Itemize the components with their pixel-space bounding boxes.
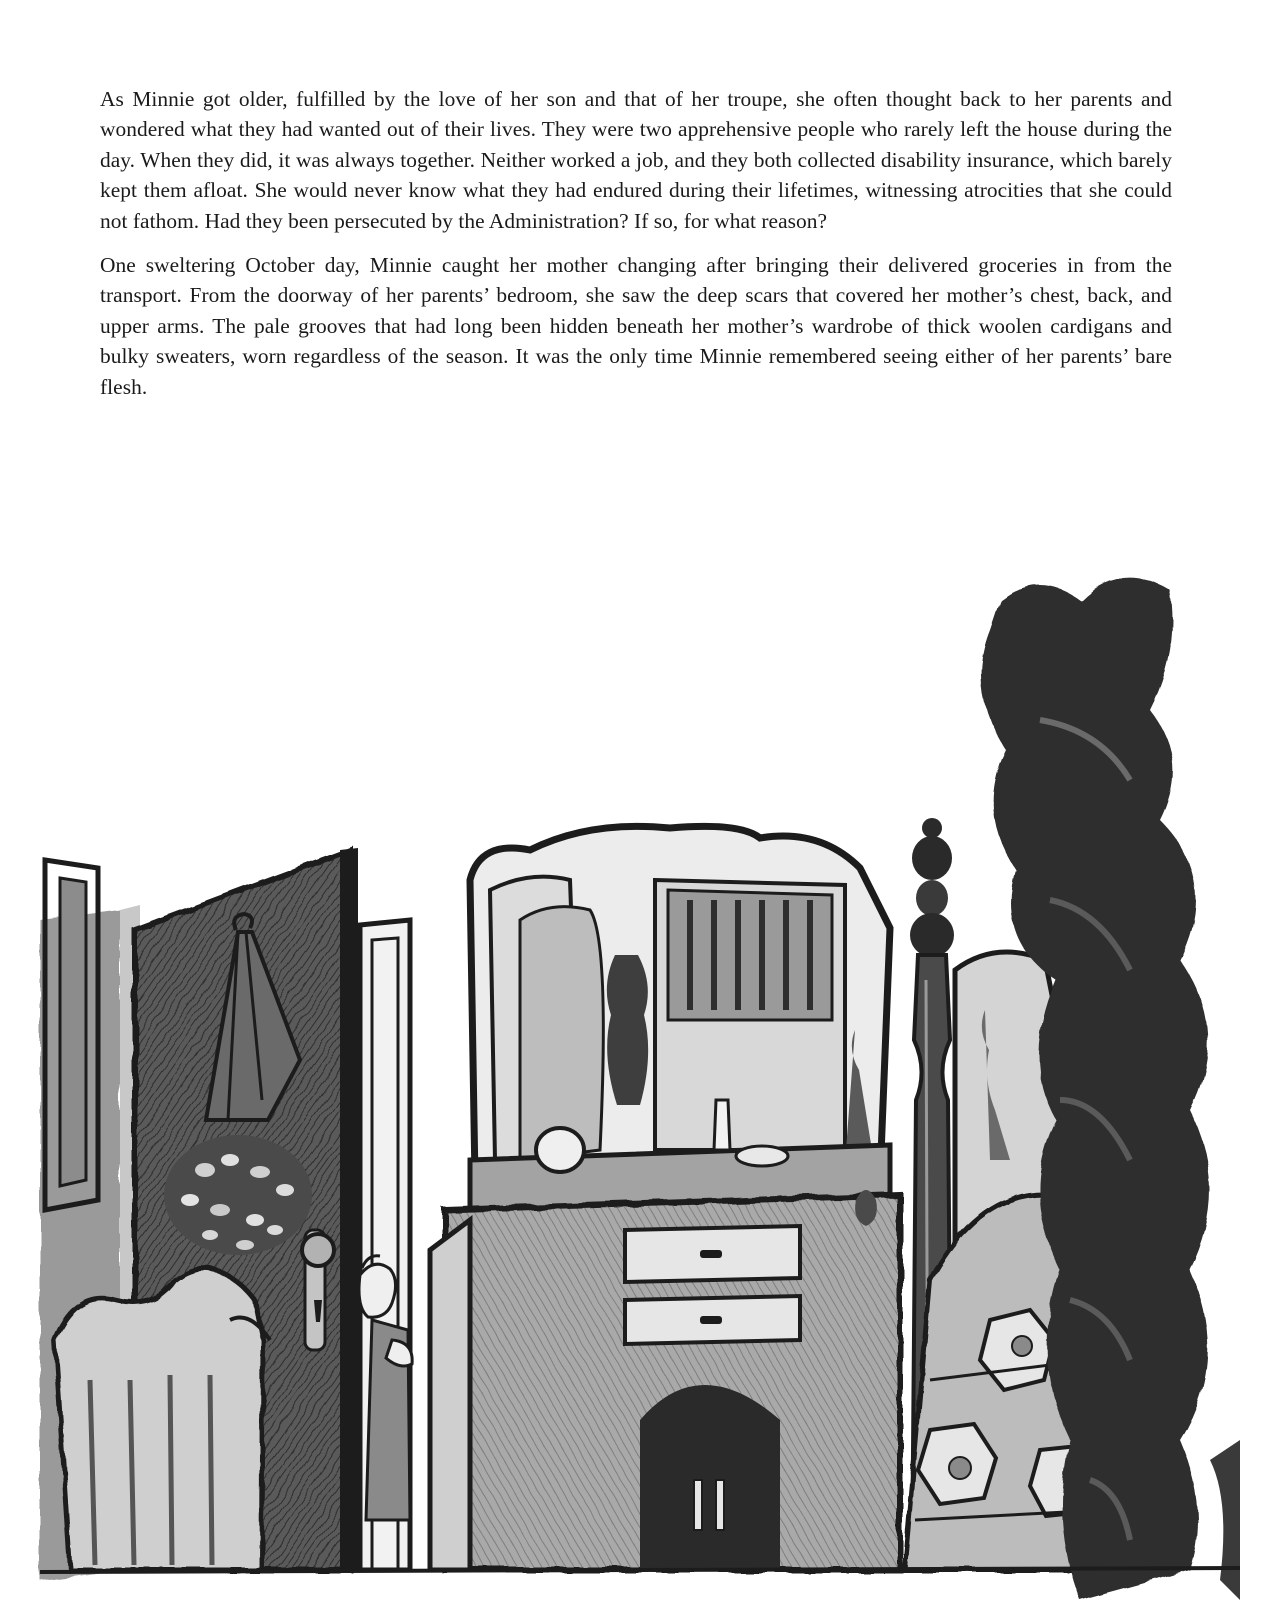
wreath [164, 1135, 312, 1255]
vanity-mirror [470, 826, 890, 1180]
laundry-basket [55, 1269, 270, 1570]
paragraph-2: One sweltering October day, Minnie caught her mother changing after bringing their delivered groceries in from the transport. From the doorway of her parents’ bedroom, she saw the deep scars that covered her mother’s chest, back, and upper arms. The pale grooves that had long been hidden beneath her mother’s wardrobe of thick woolen cardigans and bulky sweaters, worn regardless of the season. It was the only time Minnie remembered seeing either of her parents’ bare flesh. [100, 253, 1172, 399]
story-text [100, 84, 1172, 416]
vanity-dresser [430, 1145, 900, 1570]
paragraph-1: As Minnie got older, fulfilled by the love of her son and that of her troupe, she often thought back to her parents and wondered what they had wanted out of their lives. They were two apprehensive people who rarely left the house during the day. When they did, it was always together. Neither worked a job, and they both collected disability insurance, which barely kept them afloat. She would never know what they had endured during their lifetimes, witnessing atrocities that she could not fathom. Had they been persecuted by the Administration? If so, for what reason? [100, 87, 1172, 233]
bedroom-illustration [0, 560, 1271, 1600]
